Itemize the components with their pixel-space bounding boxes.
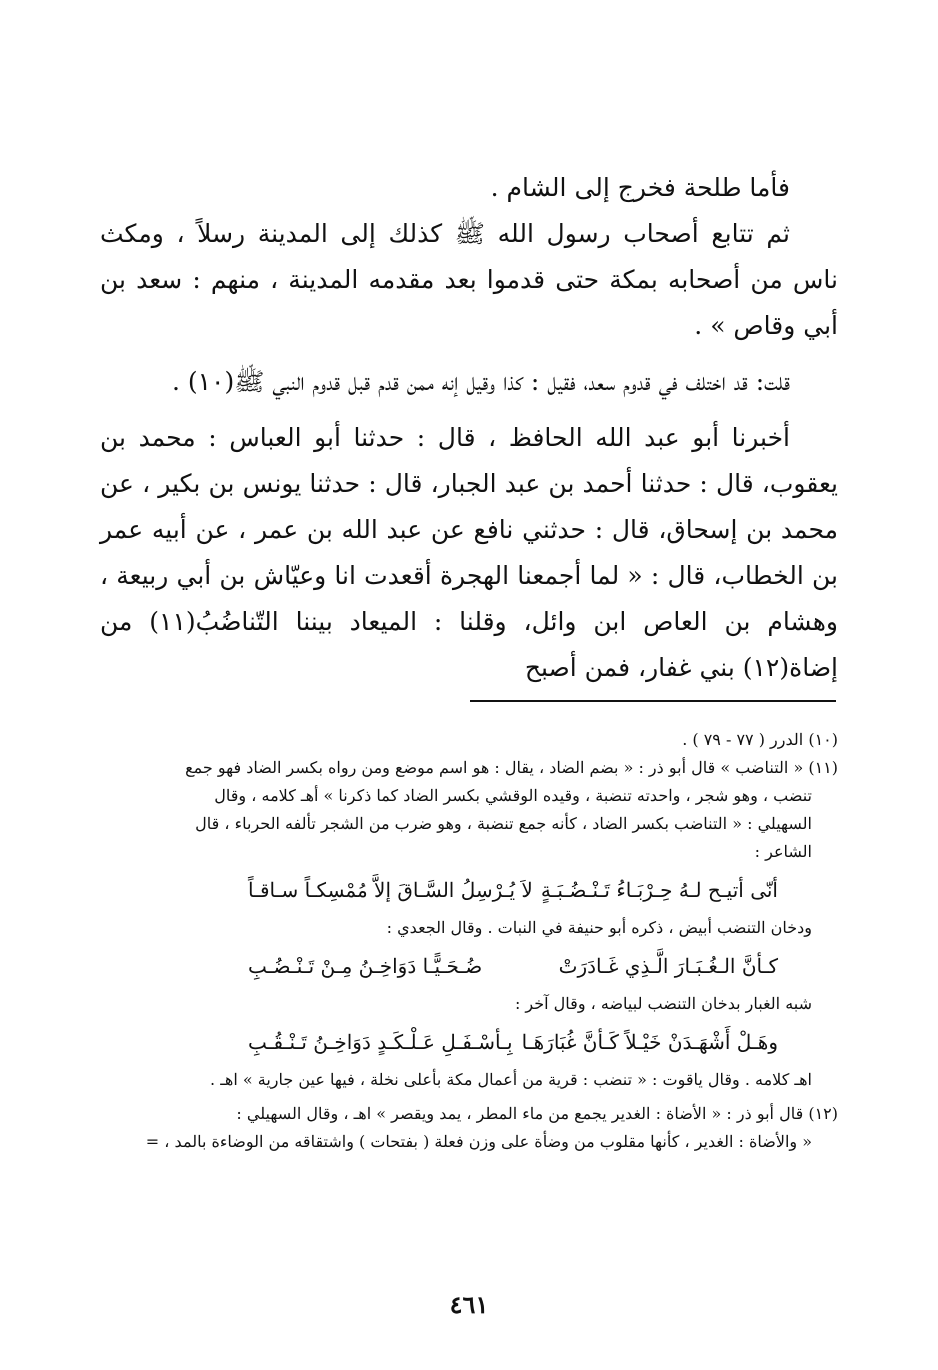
verse-2-first-hemistich: كـأنَّ الـغُـبَـارَ الَّـذِي غَـادَرَتْ bbox=[558, 954, 778, 978]
main-text bbox=[100, 165, 838, 691]
verse-1-first-hemistich: أنّى أتيـح لـهُ حِـرْبَـاءُ تَـنْـضُـبَـةٍ bbox=[540, 878, 778, 902]
footnote-11-line-2: تنضب ، وهو شجر ، واحدته تنضبة ، وقيده الوقشي بكسر الضاد كما ذكرنا » أهـ كلامه ، وقال bbox=[214, 786, 812, 805]
footnote-11-after-verse-1: ودخان التنضب أبيض ، ذكره أبو حنيفة في النبات . وقال الجعدي : bbox=[386, 918, 812, 937]
paragraph-2: ثم تتابع أصحاب رسول الله ﷺ كذلك إلى المدينة رسلاً ، ومكث ناس من أصحابه بمكة حتى قدموا بعد مقدمه المدينة ، منهم : سعد بن أبي وقاص » . bbox=[100, 219, 838, 340]
footnote-11-line-1: (١١) « التناضب » قال أبو ذر : « بضم الضاد ، يقال : هو اسم موضع ومن رواه بكسر الضاد فهو جمع bbox=[185, 758, 838, 777]
footnote-10: (١٠) الدرر ( ٧٧ - ٧٩ ) . bbox=[682, 730, 838, 749]
footnote-divider bbox=[470, 700, 836, 702]
verse-3-first-hemistich: وهَـلْ أَشْهَـدَنْ خَيْـلاً كَـأنَّ غُبَارَهَـا bbox=[521, 1030, 778, 1054]
footnote-12-line-1: (١٢) قال أبو ذر : « الأضاة : الغدير يجمع من ماء المطر ، يمد ويقصر » اهـ ، وقال السهيلي : bbox=[236, 1104, 838, 1123]
verse-2-second-hemistich: ضُـحَـيًّـا دَوَاخِـنُ مِـنْ تَـنْـضُـبِ bbox=[248, 954, 483, 978]
verse-2 bbox=[98, 946, 838, 986]
footnote-11-after-verse-3: اهـ كلامه . وقال ياقوت : « تنضب : قرية من أعمال مكة بأعلى نخلة ، فيها عين جارية » اهـ . bbox=[210, 1070, 812, 1089]
paragraph-1: فأما طلحة فخرج إلى الشام . bbox=[490, 173, 790, 202]
footnote-11-line-3: السهيلي : « التناضب بكسر الضاد ، كأنه جمع تنضبة ، وهو ضرب من الشجر تألفه الحرباء ، قال bbox=[195, 814, 812, 833]
verse-3-second-hemistich: بِـأسْـفَـلِ عَـلْـكَـدٍ دَوَاخِـنُ تَـنْـقُـبِ bbox=[248, 1030, 513, 1054]
paragraph-4: أخبرنا أبو عبد الله الحافظ ، قال : حدثنا أبو العباس : محمد بن يعقوب، قال : حدثنا أحمد بن عبد الجبار، قال : حدثنا يونس بن بكير ، عن محمد بن إسحاق، قال : حدثني نافع عن عبد الله بن عمر ، عن أبيه عمر بن الخطاب، قال : « لما أجمعنا الهجرة أقعدت انا وعيّاش بن أبي ربيعة ، وهشام بن العاص ابن وائل، وقلنا : الميعاد بيننا التّناضُبُ(١١) من إضاة(١٢) بني غفار، فمن أصبح bbox=[100, 423, 838, 682]
footnote-11-after-verse-2: شبه الغبار بدخان التنضب لبياضه ، وقال آخر : bbox=[514, 994, 812, 1013]
verse-3 bbox=[98, 1022, 838, 1062]
footnote-11-line-4: الشاعر : bbox=[754, 842, 812, 861]
footnote-12-line-2: « والأضاة : الغدير ، كأنها مقلوب من وضأة على وزن فعلة ( بفتحات ) واشتقاقه من الوضاءة بالمد ، = bbox=[145, 1132, 812, 1151]
verse-1 bbox=[98, 870, 838, 910]
paragraph-3: قلت: قد اختلف في قدوم سعد، فقيل : كذا وقيل إنه ممن قدم قبل قدوم النبي ﷺ(١٠) . bbox=[171, 367, 790, 396]
verse-1-second-hemistich: لاَ يُـرْسِلُ السَّـاقَ إلاَّ مُمْسِكـاً سـاقـاً bbox=[248, 878, 533, 902]
page-number: ٤٦١ bbox=[449, 1290, 489, 1319]
footnotes bbox=[98, 726, 838, 1156]
